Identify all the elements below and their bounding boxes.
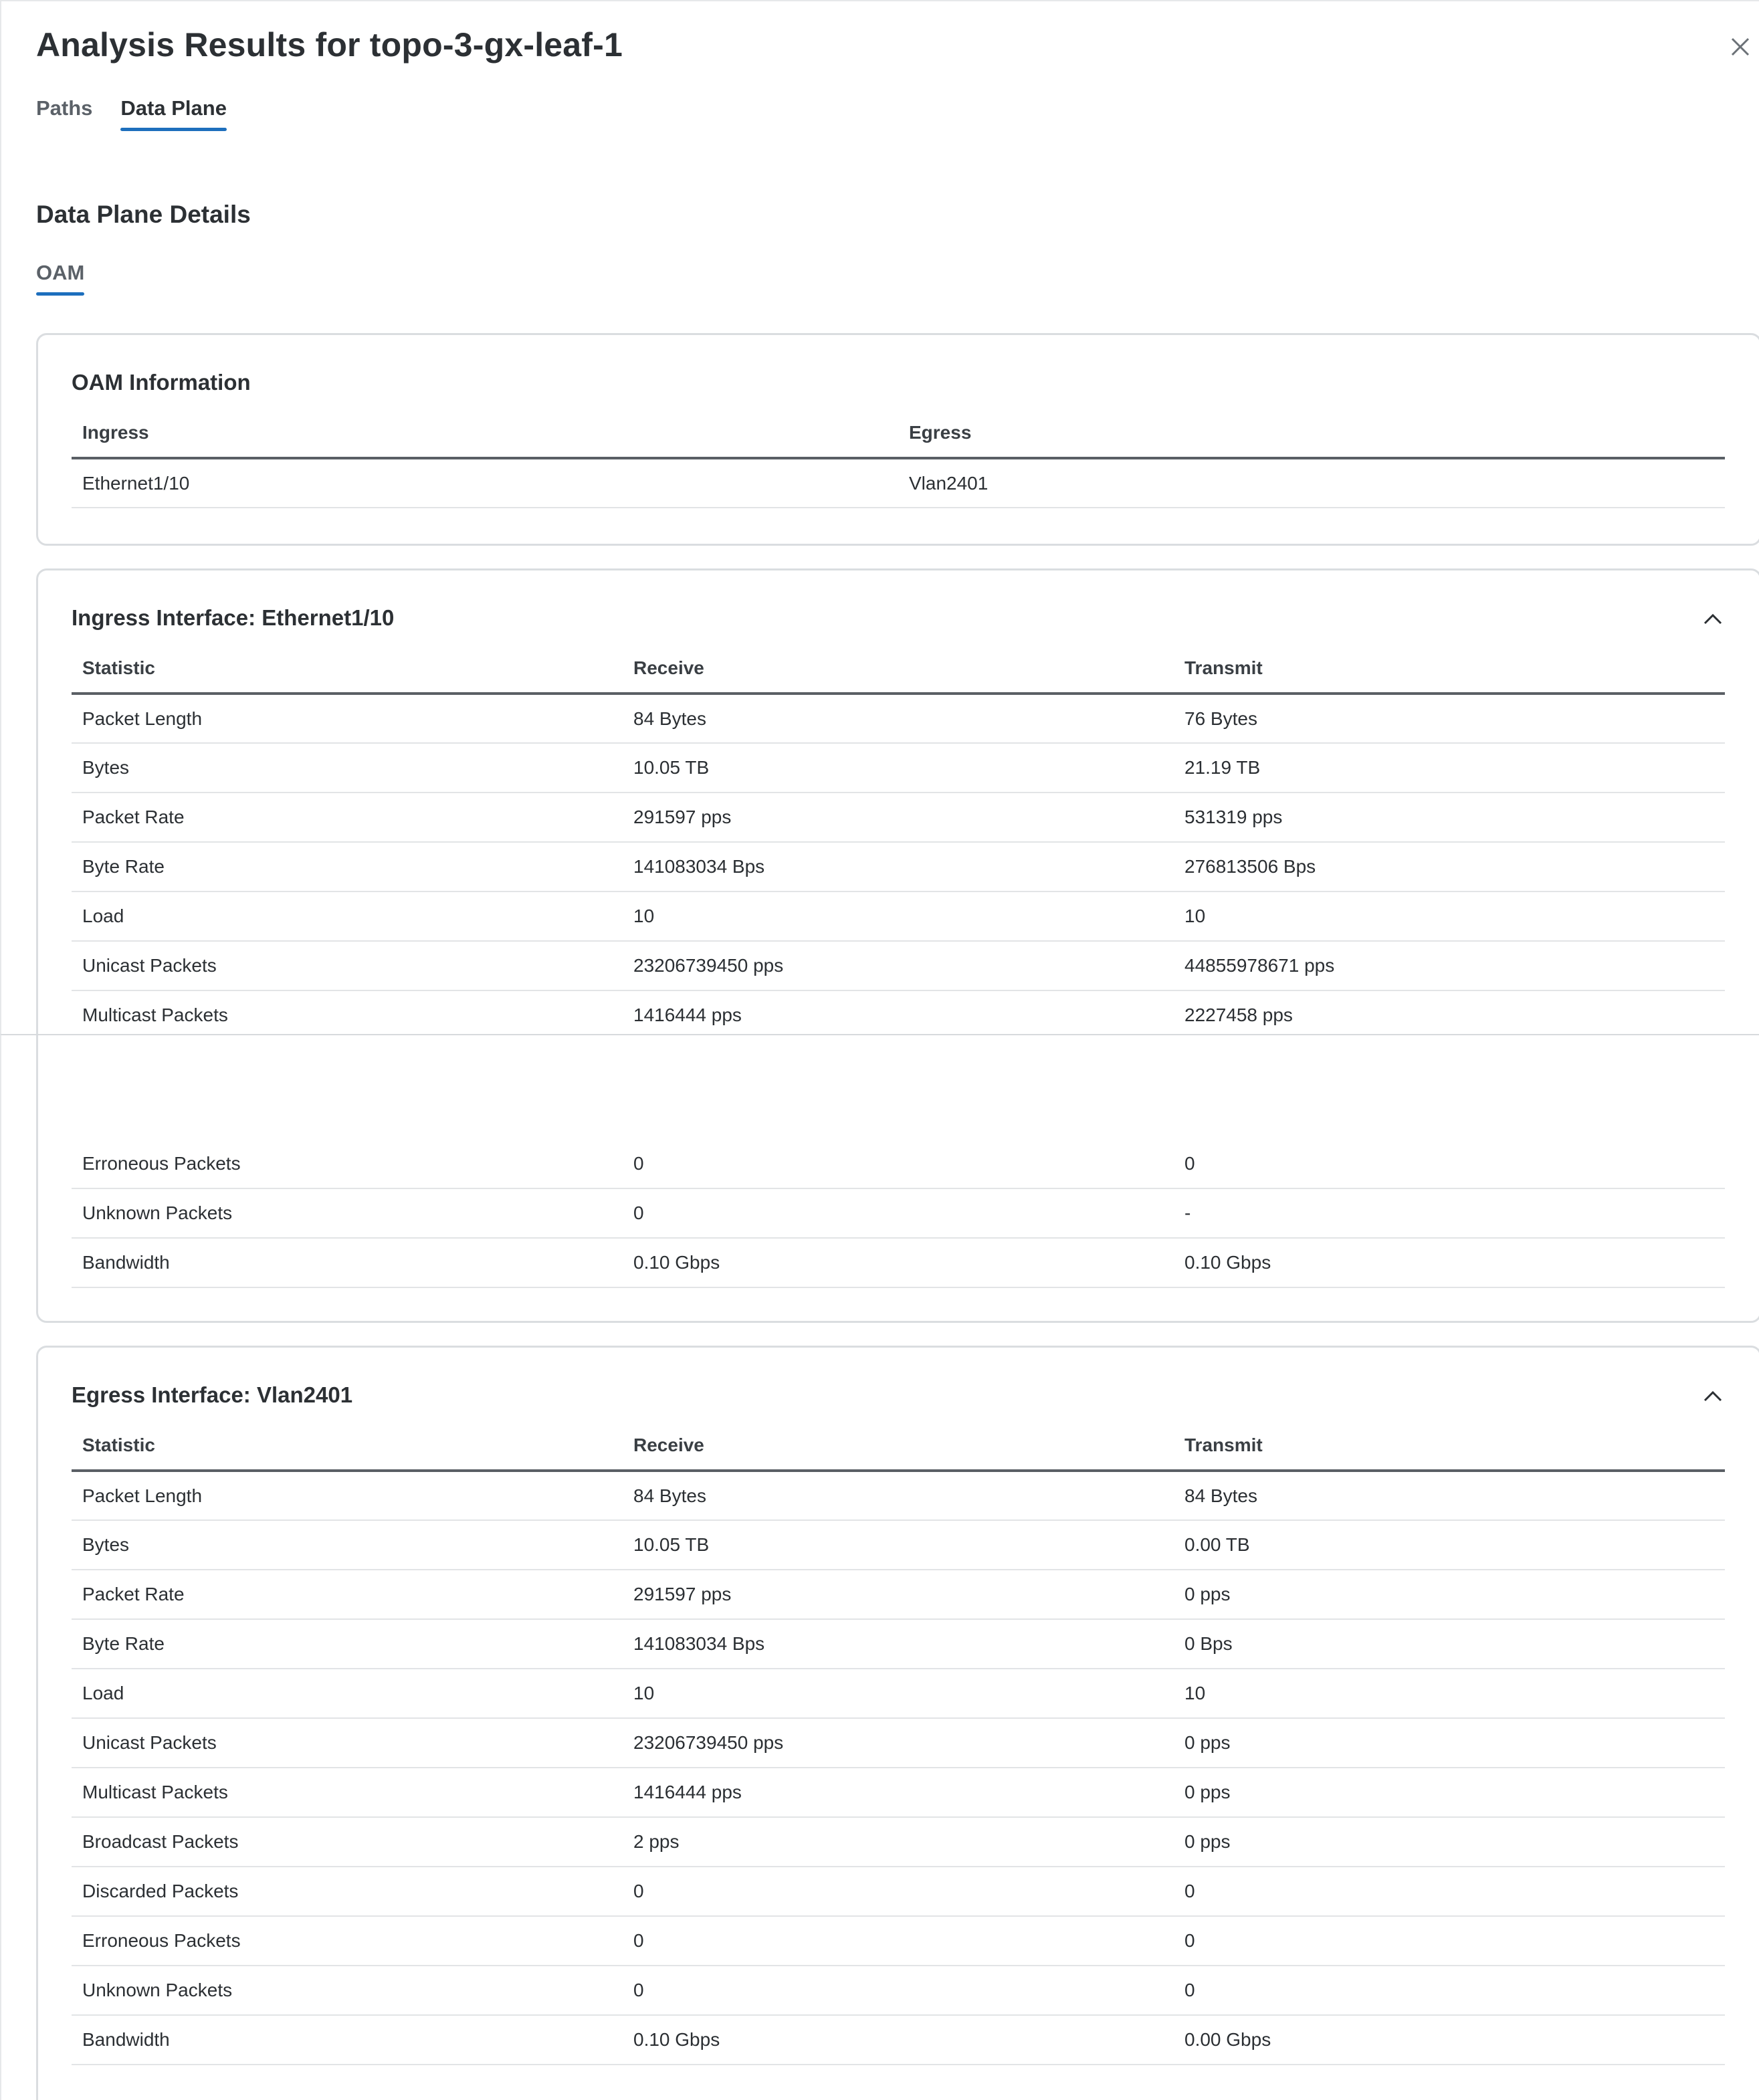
close-button[interactable] — [1726, 32, 1755, 62]
table-cell: 10 — [623, 891, 1174, 941]
table-header-row — [72, 644, 1725, 694]
tab-oam[interactable]: OAM — [36, 261, 84, 296]
table-row — [72, 1718, 1725, 1768]
table-cell: Load — [72, 1669, 623, 1718]
table-cell: Bytes — [72, 1520, 623, 1570]
table-cell: - — [1174, 1188, 1725, 1238]
table-cell: Bytes — [72, 743, 623, 793]
table-cell: 0.10 Gbps — [623, 2015, 1174, 2065]
ingress-interface-card — [36, 1034, 1759, 1323]
table-cell: 10.05 TB — [623, 743, 1174, 793]
table-row — [72, 1520, 1725, 1570]
table-row — [72, 1139, 1725, 1188]
modal-title: Analysis Results for topo-3-gx-leaf-1 — [36, 26, 623, 64]
table-cell: 10 — [1174, 891, 1725, 941]
table-row — [72, 1867, 1725, 1916]
table-cell: 2 pps — [623, 1817, 1174, 1867]
column-header: Statistic — [72, 644, 623, 694]
table-header-row — [72, 1421, 1725, 1471]
collapse-button[interactable] — [1699, 605, 1726, 632]
column-header: Transmit — [1174, 1421, 1725, 1471]
oam-information-card — [36, 333, 1759, 546]
table-cell: 0 Bps — [1174, 1619, 1725, 1669]
table-cell: Multicast Packets — [72, 1768, 623, 1817]
analysis-modal-bottom — [0, 1034, 1759, 2100]
table-row — [72, 891, 1725, 941]
table-cell: Byte Rate — [72, 842, 623, 891]
table-cell: Unicast Packets — [72, 1718, 623, 1768]
column-header: Statistic — [72, 1421, 623, 1471]
table-cell: 76 Bytes — [1174, 694, 1725, 743]
table-row — [72, 743, 1725, 793]
table-row — [72, 458, 1725, 508]
table-cell: Vlan2401 — [898, 458, 1725, 508]
tab-paths[interactable]: Paths — [36, 96, 93, 120]
table-row — [72, 793, 1725, 842]
table-cell: 0 pps — [1174, 1570, 1725, 1619]
column-header: Egress — [898, 409, 1725, 458]
table-row — [72, 1966, 1725, 2015]
table-cell: 21.19 TB — [1174, 743, 1725, 793]
table-cell: 0.00 Gbps — [1174, 2015, 1725, 2065]
table-cell: 10 — [1174, 1669, 1725, 1718]
table-cell: Unknown Packets — [72, 1966, 623, 2015]
card-title: Egress Interface: Vlan2401 — [72, 1382, 353, 1407]
table-cell: Bandwidth — [72, 2015, 623, 2065]
table-cell: 0 pps — [1174, 1718, 1725, 1768]
collapse-button[interactable] — [1699, 1382, 1726, 1409]
table-cell: 0.10 Gbps — [623, 1238, 1174, 1287]
table-cell: Erroneous Packets — [72, 1139, 623, 1188]
table-cell: Discarded Packets — [72, 1867, 623, 1916]
table-cell: 0 — [1174, 1916, 1725, 1966]
table-cell: 0 pps — [1174, 1768, 1725, 1817]
table-cell: 23206739450 pps — [623, 1718, 1174, 1768]
table-cell: 276813506 Bps — [1174, 842, 1725, 891]
oam-table — [72, 409, 1725, 508]
table-cell: Unicast Packets — [72, 941, 623, 990]
table-row — [72, 1238, 1725, 1287]
table-cell: 0 pps — [1174, 1817, 1725, 1867]
table-cell: Ethernet1/10 — [72, 458, 898, 508]
chevron-up-icon — [1699, 1382, 1726, 1409]
table-cell: Packet Rate — [72, 793, 623, 842]
section-title: Data Plane Details — [36, 201, 251, 228]
analysis-modal-top — [0, 0, 1759, 1034]
table-cell: Bandwidth — [72, 1238, 623, 1287]
column-header: Receive — [623, 644, 1174, 694]
table-cell: Multicast Packets — [72, 990, 623, 1034]
table-row — [72, 1817, 1725, 1867]
table-cell: 0 — [623, 1188, 1174, 1238]
table-cell: 0 — [1174, 1966, 1725, 2015]
table-row — [72, 1768, 1725, 1817]
column-header: Transmit — [1174, 644, 1725, 694]
table-row — [72, 1471, 1725, 1520]
table-cell: 531319 pps — [1174, 793, 1725, 842]
table-cell: 141083034 Bps — [623, 1619, 1174, 1669]
table-cell: 23206739450 pps — [623, 941, 1174, 990]
table-row — [72, 694, 1725, 743]
table-cell: 44855978671 pps — [1174, 941, 1725, 990]
table-cell: 1416444 pps — [623, 1768, 1174, 1817]
table-cell: Packet Length — [72, 694, 623, 743]
table-row — [72, 1669, 1725, 1718]
table-cell: Byte Rate — [72, 1619, 623, 1669]
table-cell: Packet Length — [72, 1471, 623, 1520]
table-cell: 84 Bytes — [1174, 1471, 1725, 1520]
card-title: OAM Information — [72, 370, 251, 395]
table-cell: 0 — [1174, 1139, 1725, 1188]
table-cell: 0 — [623, 1966, 1174, 2015]
table-row — [72, 2015, 1725, 2065]
table-cell: 0.10 Gbps — [1174, 1238, 1725, 1287]
egress-statistics-table — [72, 1421, 1725, 2065]
modal-tabs — [36, 96, 227, 131]
table-cell: 0 — [1174, 1867, 1725, 1916]
table-cell: Load — [72, 891, 623, 941]
tab-data-plane[interactable]: Data Plane — [120, 96, 227, 131]
table-cell: 291597 pps — [623, 1570, 1174, 1619]
table-cell: 10 — [623, 1669, 1174, 1718]
table-row — [72, 1570, 1725, 1619]
chevron-up-icon — [1699, 605, 1726, 632]
table-cell: 0 — [623, 1867, 1174, 1916]
table-cell: 0.00 TB — [1174, 1520, 1725, 1570]
column-header: Receive — [623, 1421, 1174, 1471]
table-cell: 84 Bytes — [623, 1471, 1174, 1520]
table-row — [72, 1619, 1725, 1669]
card-title: Ingress Interface: Ethernet1/10 — [72, 605, 395, 630]
column-header: Ingress — [72, 409, 898, 458]
close-icon — [1726, 32, 1755, 62]
table-cell: 291597 pps — [623, 793, 1174, 842]
table-row — [72, 941, 1725, 990]
table-cell: Packet Rate — [72, 1570, 623, 1619]
table-header-row — [72, 409, 1725, 458]
ingress-statistics-table — [72, 1139, 1725, 1288]
ingress-statistics-table — [72, 644, 1725, 1034]
table-cell: 84 Bytes — [623, 694, 1174, 743]
table-row — [72, 1188, 1725, 1238]
egress-interface-card — [36, 1346, 1759, 2100]
table-cell: Erroneous Packets — [72, 1916, 623, 1966]
table-cell: Broadcast Packets — [72, 1817, 623, 1867]
table-row — [72, 990, 1725, 1034]
table-cell: Unknown Packets — [72, 1188, 623, 1238]
ingress-interface-card — [36, 568, 1759, 1034]
table-cell: 1416444 pps — [623, 990, 1174, 1034]
table-row — [72, 842, 1725, 891]
table-row — [72, 1916, 1725, 1966]
table-cell: 0 — [623, 1916, 1174, 1966]
table-cell: 141083034 Bps — [623, 842, 1174, 891]
table-cell: 2227458 pps — [1174, 990, 1725, 1034]
table-cell: 0 — [623, 1139, 1174, 1188]
table-cell: 10.05 TB — [623, 1520, 1174, 1570]
